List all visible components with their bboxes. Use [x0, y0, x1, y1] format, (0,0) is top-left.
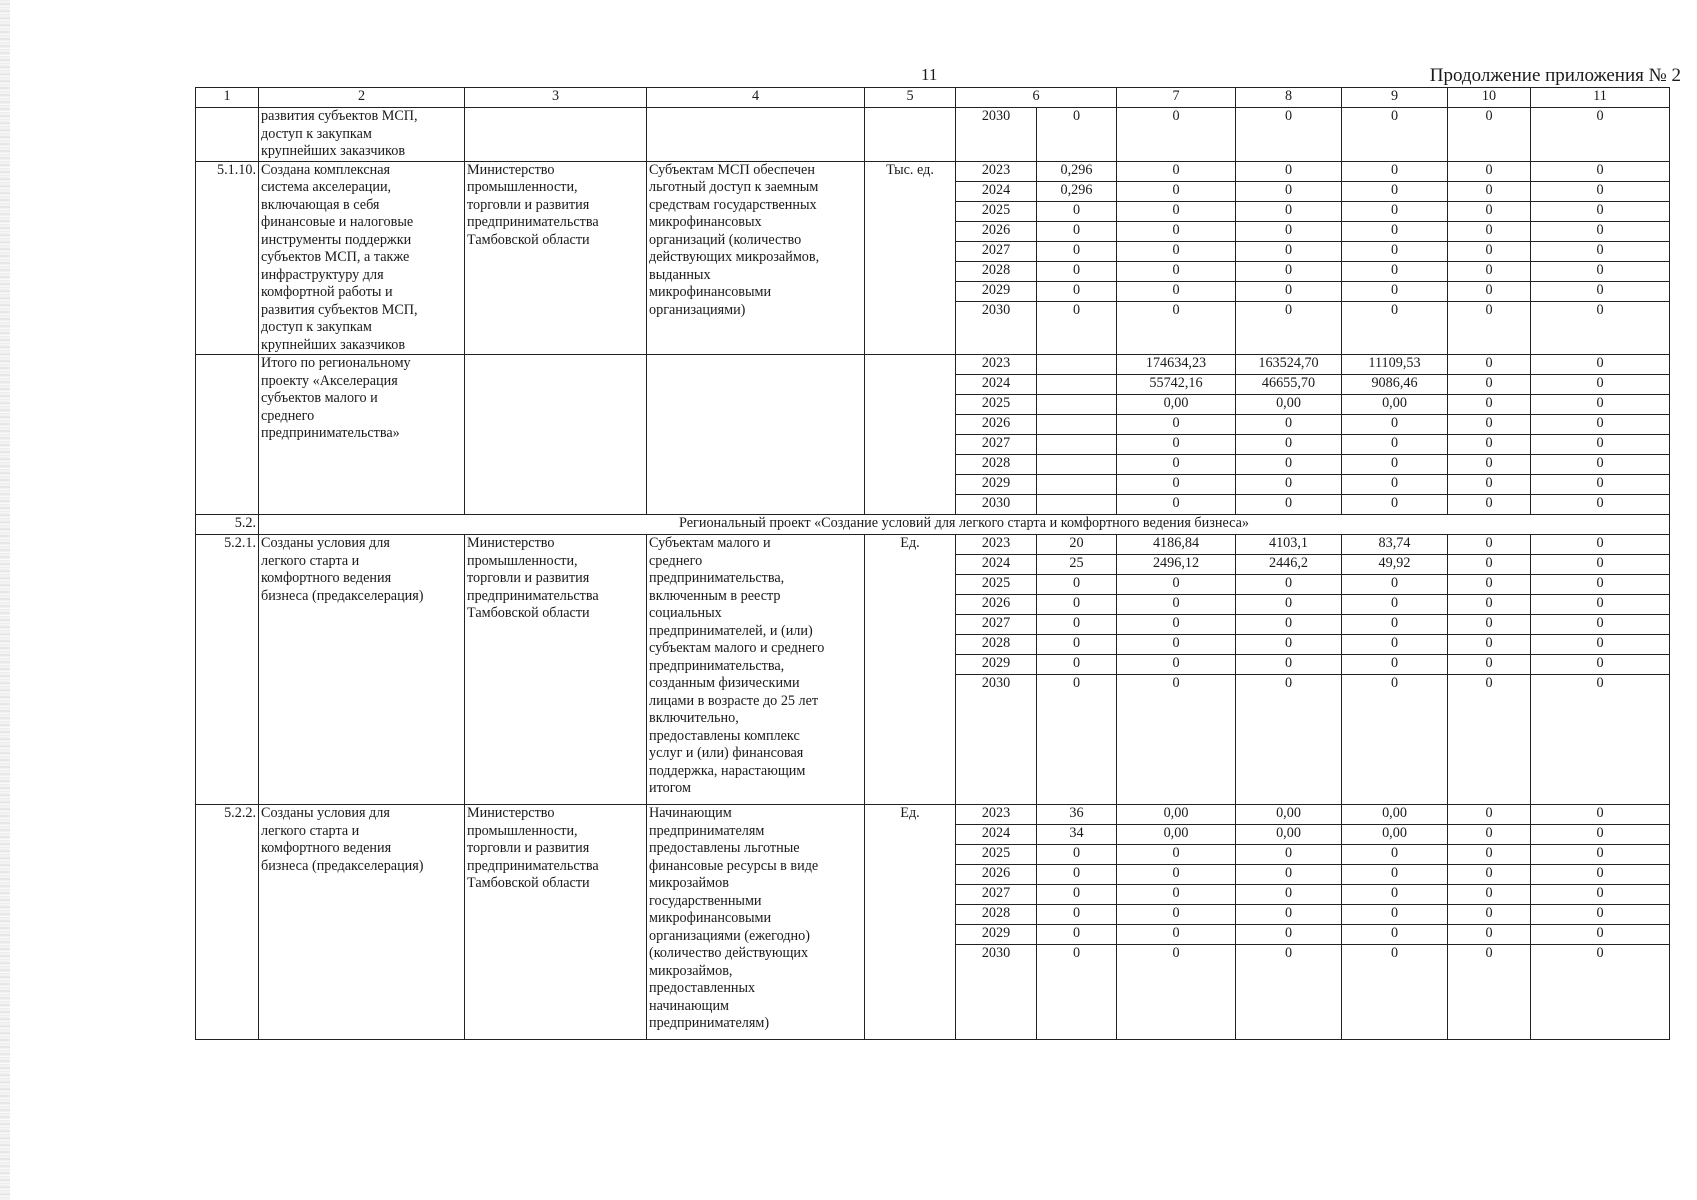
value-cell: 0: [1448, 825, 1531, 845]
value-cell: 46655,70: [1236, 375, 1342, 395]
value-cell: 0: [1117, 161, 1236, 181]
value-cell: 0: [1531, 635, 1670, 655]
year-cell: 2023: [956, 805, 1037, 825]
value-cell: 0: [1037, 635, 1117, 655]
value-cell: 0: [1531, 301, 1670, 354]
row-number-cell: 5.2.1.: [196, 535, 259, 805]
value-cell: 0: [1531, 575, 1670, 595]
value-cell: 0: [1531, 241, 1670, 261]
section-number-cell: 5.2.: [196, 515, 259, 535]
col-header: 5: [865, 88, 956, 108]
table-row: [196, 355, 1670, 375]
year-cell: 2026: [956, 865, 1037, 885]
col-header: 3: [465, 88, 647, 108]
table-row: [196, 535, 1670, 555]
value-cell: 0: [1342, 281, 1448, 301]
value-cell: 0: [1448, 535, 1531, 555]
value-cell: 0: [1448, 221, 1531, 241]
page-number: 11: [921, 65, 938, 84]
value-cell: 0: [1342, 181, 1448, 201]
value-cell: [1037, 395, 1117, 415]
value-cell: 0: [1236, 435, 1342, 455]
value-cell: 0: [1236, 865, 1342, 885]
value-cell: 0: [1037, 865, 1117, 885]
value-cell: 4186,84: [1117, 535, 1236, 555]
value-cell: 11109,53: [1342, 355, 1448, 375]
year-cell: 2029: [956, 655, 1037, 675]
value-cell: 0: [1448, 161, 1531, 181]
value-cell: 0: [1342, 241, 1448, 261]
program-table: [195, 87, 1670, 1040]
year-cell: 2028: [956, 635, 1037, 655]
value-cell: 0: [1448, 675, 1531, 805]
col-header: 9: [1342, 88, 1448, 108]
value-cell: 0: [1037, 675, 1117, 805]
year-cell: 2030: [956, 301, 1037, 354]
value-cell: 20: [1037, 535, 1117, 555]
value-cell: 163524,70: [1236, 355, 1342, 375]
value-cell: 0: [1531, 455, 1670, 475]
value-cell: 0: [1531, 261, 1670, 281]
col-header: 4: [647, 88, 865, 108]
value-cell: 0: [1342, 615, 1448, 635]
value-cell: 0: [1342, 108, 1448, 162]
col-header: 7: [1117, 88, 1236, 108]
value-cell: 0: [1342, 865, 1448, 885]
year-cell: 2029: [956, 925, 1037, 945]
value-cell: 0: [1448, 555, 1531, 575]
year-cell: 2030: [956, 945, 1037, 1040]
value-cell: 0: [1117, 201, 1236, 221]
value-cell: 0: [1117, 595, 1236, 615]
indicator-cell: Начинающим предпринимателям предоставлены льготные финансовые ресурсы в виде микрозаймов государственными микрофинансовыми организациями (ежегодно) (количество действующих микрозаймов, предоставленных начинающим предпринимателям): [647, 805, 865, 1040]
unit-cell: Тыс. ед.: [865, 161, 956, 355]
value-cell: 0: [1342, 845, 1448, 865]
value-cell: 0,296: [1037, 161, 1117, 181]
value-cell: 0: [1236, 241, 1342, 261]
value-cell: 0: [1448, 635, 1531, 655]
value-cell: 0: [1531, 435, 1670, 455]
value-cell: 0: [1037, 281, 1117, 301]
year-cell: 2027: [956, 435, 1037, 455]
value-cell: 0: [1531, 221, 1670, 241]
value-cell: [1037, 435, 1117, 455]
value-cell: 0: [1117, 261, 1236, 281]
year-cell: 2026: [956, 595, 1037, 615]
value-cell: 0: [1236, 905, 1342, 925]
value-cell: 0: [1117, 865, 1236, 885]
value-cell: 0: [1531, 108, 1670, 162]
value-cell: 0: [1342, 675, 1448, 805]
value-cell: 34: [1037, 825, 1117, 845]
value-cell: 0: [1037, 925, 1117, 945]
value-cell: 0: [1448, 475, 1531, 495]
value-cell: 0: [1448, 201, 1531, 221]
value-cell: 0: [1342, 301, 1448, 354]
value-cell: 0: [1236, 575, 1342, 595]
value-cell: 0: [1448, 845, 1531, 865]
value-cell: 0: [1117, 575, 1236, 595]
year-cell: 2027: [956, 615, 1037, 635]
year-cell: 2029: [956, 475, 1037, 495]
value-cell: 0: [1448, 108, 1531, 162]
value-cell: 36: [1037, 805, 1117, 825]
measure-cell: Итого по региональному проекту «Акселерация субъектов малого и среднего предпринимательства»: [259, 355, 465, 515]
value-cell: 0: [1531, 415, 1670, 435]
value-cell: 0: [1531, 281, 1670, 301]
value-cell: 0: [1037, 945, 1117, 1040]
year-cell: 2028: [956, 261, 1037, 281]
value-cell: 0: [1236, 495, 1342, 515]
year-cell: 2028: [956, 455, 1037, 475]
value-cell: [1037, 495, 1117, 515]
value-cell: 0: [1342, 945, 1448, 1040]
value-cell: 0,00: [1236, 825, 1342, 845]
col-header: 8: [1236, 88, 1342, 108]
value-cell: 9086,46: [1342, 375, 1448, 395]
value-cell: 49,92: [1342, 555, 1448, 575]
value-cell: 0: [1117, 615, 1236, 635]
value-cell: 25: [1037, 555, 1117, 575]
table-row: [196, 108, 1670, 162]
value-cell: 0: [1448, 575, 1531, 595]
value-cell: 0: [1236, 221, 1342, 241]
value-cell: [1037, 455, 1117, 475]
value-cell: 0: [1531, 865, 1670, 885]
value-cell: 0: [1037, 108, 1117, 162]
value-cell: 0: [1236, 161, 1342, 181]
value-cell: [1037, 355, 1117, 375]
row-number-cell: 5.1.10.: [196, 161, 259, 355]
value-cell: 0: [1236, 635, 1342, 655]
executor-cell: Министерство промышленности, торговли и развития предпринимательства Тамбовской области: [465, 161, 647, 355]
value-cell: 0: [1117, 675, 1236, 805]
year-cell: 2024: [956, 555, 1037, 575]
value-cell: 0: [1037, 655, 1117, 675]
year-cell: 2030: [956, 495, 1037, 515]
value-cell: 0: [1531, 535, 1670, 555]
value-cell: 0: [1448, 615, 1531, 635]
value-cell: 0,00: [1342, 825, 1448, 845]
value-cell: 0: [1342, 261, 1448, 281]
year-cell: 2024: [956, 375, 1037, 395]
value-cell: 0: [1117, 945, 1236, 1040]
value-cell: 0,00: [1236, 395, 1342, 415]
row-number-cell: 5.2.2.: [196, 805, 259, 1040]
measure-cell: развития субъектов МСП, доступ к закупкам крупнейших заказчиков: [259, 108, 465, 162]
value-cell: 0: [1236, 108, 1342, 162]
executor-cell: [465, 108, 647, 162]
value-cell: [1037, 475, 1117, 495]
value-cell: 0: [1117, 495, 1236, 515]
value-cell: 0: [1531, 675, 1670, 805]
value-cell: 0: [1117, 925, 1236, 945]
indicator-cell: Субъектам малого и среднего предпринимательства, включенным в реестр социальных предпринимателей, и (или) субъектам малого и среднего предпринимательства, созданным физическими лицами в возрасте до 25 лет включительно, предоставлены комплекс услуг и (или) финансовая поддержка, нарастающим итогом: [647, 535, 865, 805]
executor-cell: [465, 355, 647, 515]
value-cell: 0: [1236, 415, 1342, 435]
value-cell: 0: [1342, 905, 1448, 925]
value-cell: 0: [1531, 475, 1670, 495]
value-cell: 0: [1342, 455, 1448, 475]
continuation-label: Продолжение приложения № 2: [1429, 65, 1681, 86]
value-cell: 0: [1117, 108, 1236, 162]
value-cell: 0: [1448, 375, 1531, 395]
year-cell: 2025: [956, 201, 1037, 221]
year-cell: 2029: [956, 281, 1037, 301]
value-cell: 0: [1342, 221, 1448, 241]
value-cell: 0,00: [1117, 825, 1236, 845]
value-cell: 0: [1236, 301, 1342, 354]
value-cell: 174634,23: [1117, 355, 1236, 375]
value-cell: 0: [1236, 281, 1342, 301]
value-cell: 0: [1448, 805, 1531, 825]
value-cell: 4103,1: [1236, 535, 1342, 555]
value-cell: 0: [1531, 555, 1670, 575]
value-cell: 0: [1342, 475, 1448, 495]
value-cell: 0: [1037, 575, 1117, 595]
year-cell: 2023: [956, 535, 1037, 555]
value-cell: 0: [1448, 261, 1531, 281]
value-cell: 0: [1117, 221, 1236, 241]
value-cell: 0: [1236, 595, 1342, 615]
value-cell: 0: [1037, 595, 1117, 615]
value-cell: 0: [1342, 925, 1448, 945]
value-cell: 0: [1037, 261, 1117, 281]
unit-cell: Ед.: [865, 805, 956, 1040]
value-cell: 0: [1531, 825, 1670, 845]
value-cell: 0: [1531, 845, 1670, 865]
measure-cell: Создана комплексная система акселерации, включающая в себя финансовые и налоговые инструменты поддержки субъектов МСП, а также инфраструктуру для комфортной работы и развития субъектов МСП, доступ к закупкам крупнейших заказчиков: [259, 161, 465, 355]
value-cell: 0: [1236, 655, 1342, 675]
year-cell: 2027: [956, 885, 1037, 905]
indicator-cell: [647, 355, 865, 515]
scan-edge-artifact: [0, 0, 10, 1200]
value-cell: 0: [1037, 905, 1117, 925]
unit-cell: [865, 355, 956, 515]
value-cell: 0: [1448, 595, 1531, 615]
value-cell: 55742,16: [1117, 375, 1236, 395]
value-cell: 0: [1342, 655, 1448, 675]
value-cell: 0: [1037, 241, 1117, 261]
value-cell: 0: [1531, 181, 1670, 201]
value-cell: 0: [1531, 355, 1670, 375]
indicator-cell: [647, 108, 865, 162]
value-cell: 0: [1448, 495, 1531, 515]
value-cell: 0: [1448, 885, 1531, 905]
col-header: 1: [196, 88, 259, 108]
section-row: [196, 515, 1670, 535]
value-cell: 0: [1448, 301, 1531, 354]
value-cell: 0: [1236, 615, 1342, 635]
year-cell: 2030: [956, 675, 1037, 805]
value-cell: 0: [1236, 475, 1342, 495]
value-cell: 0: [1448, 905, 1531, 925]
row-number-cell: [196, 355, 259, 515]
year-cell: 2025: [956, 845, 1037, 865]
value-cell: 0: [1342, 201, 1448, 221]
value-cell: 0: [1342, 435, 1448, 455]
value-cell: 0: [1531, 925, 1670, 945]
col-header: 11: [1531, 88, 1670, 108]
value-cell: 0: [1236, 675, 1342, 805]
year-cell: 2030: [956, 108, 1037, 162]
value-cell: 0: [1448, 281, 1531, 301]
value-cell: 0: [1117, 905, 1236, 925]
value-cell: 0: [1531, 615, 1670, 635]
year-cell: 2024: [956, 181, 1037, 201]
value-cell: 83,74: [1342, 535, 1448, 555]
col-header: 2: [259, 88, 465, 108]
value-cell: 0: [1448, 865, 1531, 885]
value-cell: 0: [1531, 805, 1670, 825]
value-cell: 0: [1448, 241, 1531, 261]
value-cell: 0,00: [1236, 805, 1342, 825]
value-cell: 0: [1236, 261, 1342, 281]
year-cell: 2025: [956, 575, 1037, 595]
value-cell: 0: [1531, 395, 1670, 415]
measure-cell: Созданы условия для легкого старта и комфортного ведения бизнеса (предакселерация): [259, 535, 465, 805]
value-cell: 0,00: [1342, 805, 1448, 825]
value-cell: [1037, 375, 1117, 395]
value-cell: 0: [1236, 201, 1342, 221]
value-cell: 0: [1531, 161, 1670, 181]
year-cell: 2024: [956, 825, 1037, 845]
value-cell: 0: [1448, 945, 1531, 1040]
value-cell: 0: [1342, 575, 1448, 595]
value-cell: 0: [1117, 475, 1236, 495]
col-header: 10: [1448, 88, 1531, 108]
executor-cell: Министерство промышленности, торговли и развития предпринимательства Тамбовской области: [465, 535, 647, 805]
value-cell: 0: [1117, 845, 1236, 865]
value-cell: 0: [1448, 435, 1531, 455]
value-cell: 0: [1037, 301, 1117, 354]
value-cell: 0: [1531, 495, 1670, 515]
value-cell: 0: [1448, 455, 1531, 475]
value-cell: 0: [1037, 221, 1117, 241]
value-cell: 2446,2: [1236, 555, 1342, 575]
col-header: 6: [956, 88, 1117, 108]
value-cell: 0: [1342, 885, 1448, 905]
value-cell: 0: [1448, 415, 1531, 435]
value-cell: 0: [1448, 355, 1531, 375]
value-cell: 0: [1448, 655, 1531, 675]
value-cell: 0: [1531, 655, 1670, 675]
value-cell: 0: [1117, 281, 1236, 301]
value-cell: 0: [1448, 181, 1531, 201]
table-row: [196, 805, 1670, 825]
value-cell: 0,00: [1117, 805, 1236, 825]
year-cell: 2023: [956, 355, 1037, 375]
value-cell: 0: [1117, 241, 1236, 261]
value-cell: 0: [1037, 845, 1117, 865]
value-cell: 0: [1117, 455, 1236, 475]
indicator-cell: Субъектам МСП обеспечен льготный доступ к заемным средствам государственных микрофинансовых организаций (количество действующих микрозаймов, выданных микрофинансовыми организациями): [647, 161, 865, 355]
unit-cell: Ед.: [865, 535, 956, 805]
value-cell: 0: [1236, 845, 1342, 865]
value-cell: 0: [1531, 905, 1670, 925]
value-cell: 0: [1342, 415, 1448, 435]
value-cell: 0: [1342, 635, 1448, 655]
year-cell: 2028: [956, 905, 1037, 925]
value-cell: 0,00: [1342, 395, 1448, 415]
value-cell: 0: [1448, 395, 1531, 415]
value-cell: 0: [1117, 635, 1236, 655]
value-cell: 0: [1117, 301, 1236, 354]
row-number-cell: [196, 108, 259, 162]
section-title: Региональный проект «Создание условий для легкого старта и комфортного ведения бизнеса»: [259, 515, 1670, 535]
year-cell: 2025: [956, 395, 1037, 415]
value-cell: 0,00: [1117, 395, 1236, 415]
value-cell: 2496,12: [1117, 555, 1236, 575]
value-cell: [1037, 415, 1117, 435]
value-cell: 0: [1342, 161, 1448, 181]
value-cell: 0: [1117, 181, 1236, 201]
value-cell: 0: [1448, 925, 1531, 945]
value-cell: 0: [1531, 201, 1670, 221]
value-cell: 0: [1531, 885, 1670, 905]
value-cell: 0: [1117, 655, 1236, 675]
value-cell: 0: [1236, 455, 1342, 475]
value-cell: 0: [1531, 595, 1670, 615]
value-cell: 0: [1037, 201, 1117, 221]
executor-cell: Министерство промышленности, торговли и развития предпринимательства Тамбовской области: [465, 805, 647, 1040]
unit-cell: [865, 108, 956, 162]
value-cell: 0: [1117, 885, 1236, 905]
value-cell: 0: [1342, 495, 1448, 515]
year-cell: 2023: [956, 161, 1037, 181]
value-cell: 0: [1531, 945, 1670, 1040]
measure-cell: Созданы условия для легкого старта и комфортного ведения бизнеса (предакселерация): [259, 805, 465, 1040]
value-cell: 0: [1236, 885, 1342, 905]
column-header-row: [196, 88, 1670, 108]
value-cell: 0: [1236, 945, 1342, 1040]
year-cell: 2027: [956, 241, 1037, 261]
table-row: [196, 161, 1670, 181]
value-cell: 0: [1117, 415, 1236, 435]
value-cell: 0,296: [1037, 181, 1117, 201]
value-cell: 0: [1236, 181, 1342, 201]
value-cell: 0: [1037, 615, 1117, 635]
year-cell: 2026: [956, 221, 1037, 241]
value-cell: 0: [1037, 885, 1117, 905]
value-cell: 0: [1236, 925, 1342, 945]
value-cell: 0: [1342, 595, 1448, 615]
year-cell: 2026: [956, 415, 1037, 435]
value-cell: 0: [1531, 375, 1670, 395]
value-cell: 0: [1117, 435, 1236, 455]
